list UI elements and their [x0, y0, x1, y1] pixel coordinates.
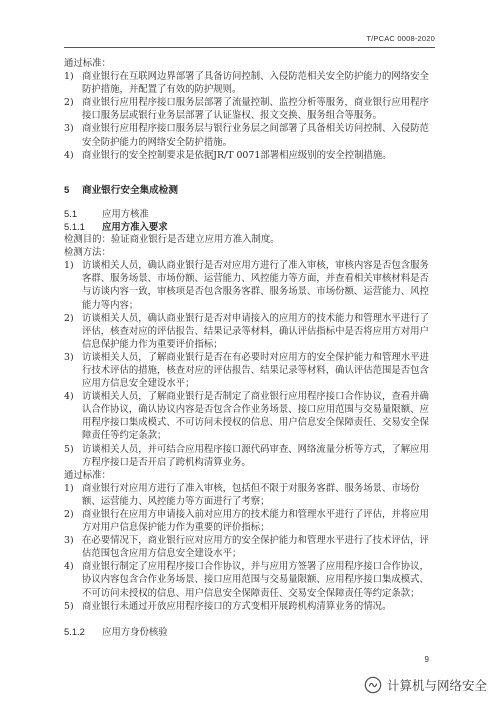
list-item: 2) 访谈相关人员，确认商业银行是否对申请接入的应用方的技术能力和管理水平进行了评估，核查对应的评估报告、结果记录等材料，确认评估指标中是否将应用方对用户信息保护能力作为重要评价指标； [64, 312, 429, 350]
list-item: 3) 在必要情况下，商业银行应对应用方的安全保护能力和管理水平进行了技术评估，评估范围包含应用方信息安全建设水平； [64, 535, 429, 560]
pass-criteria-list-1 [64, 70, 435, 162]
section-heading: 5 商业银行安全集成检测 [64, 184, 178, 196]
list-item: 2) 商业银行在应用方申请接入前对应用方的技术能力和管理水平进行了评估，并将应用方对用户信息保护能力作为重要的评价指标； [64, 509, 429, 534]
subsubsection-heading: 5.1.2 应用方身份核验 [64, 625, 168, 637]
test-method-list [64, 259, 435, 469]
list-item: 3) 商业银行应用程序接口服务层与银行业务层之间部署了具备相关访问控制、入侵防范安全防护能力的网络安全防护措施。 [64, 123, 429, 148]
page-content [64, 57, 435, 638]
list-item: 2) 商业银行应用程序接口服务层部署了流量控制、监控分析等服务，商业银行应用程序接口服务层或银行业务层部署了认证鉴权、报文交换、服务组合等服务。 [64, 97, 429, 122]
test-method-label: 检测方法： [64, 247, 111, 259]
document-id-header: T/PCAC 0008-2020 [366, 34, 435, 43]
list-item: 4) 商业银行的安全控制要求是依据JR/T 0071部署相应级别的安全控制措施。 [64, 149, 392, 161]
list-item: 1) 访谈相关人员，确认商业银行是否对应用方进行了准入审核，审核内容是否包含服务客群、服务场景、市场份额、运营能力、风控能力等方面，并查看相关审核材料是否与访谈内容一致，审核项是否包含服务客群、服务场景、市场份额、运营能力、风控能力等内容； [64, 260, 429, 311]
list-item: 5) 商业银行未通过开放应用程序接口的方式变相开展跨机构清算业务的情况。 [64, 600, 392, 612]
wechat-channel-icon [364, 676, 382, 694]
list-item: 4) 访谈相关人员，了解商业银行是否制定了商业银行应用程序接口合作协议，查看并确认合作协议，确认协议内容是否包含合作业务场景、接口应用范围与交易量限额、应用程序接口集成模式、不可访问未授权的信息、用户信息安全保障责任、交易安全保障责任等约定条款； [64, 391, 429, 442]
watermark-text: 计算机与网络安全 [386, 678, 487, 693]
watermark [364, 676, 487, 694]
pass-criteria-list-2 [64, 482, 435, 613]
test-purpose: 检测目的：验证商业银行是否建立应用方准入制度。 [64, 234, 280, 246]
pass-criteria-label: 通过标准： [64, 469, 111, 481]
list-item: 1) 商业银行在互联网边界部署了具备访问控制、入侵防范相关安全防护能力的网络安全防护措施，并配置了有效的防护规则。 [64, 71, 429, 96]
subsubsection-heading: 5.1.1 应用方准入要求 [64, 220, 168, 232]
list-item: 4) 商业银行制定了应用程序接口合作协议，并与应用方签署了应用程序接口合作协议，协议内容包含合作业务场景、接口应用范围与交易量限额、应用程序接口集成模式、不可访问未授权的信息、用户信息安全保障责任、交易安全保障责任等约定条款； [64, 561, 429, 599]
list-item: 5) 访谈相关人员，并可结合应用程序接口源代码审查、网络流量分析等方式，了解应用方程序接口是否开启了跨机构清算业务。 [64, 443, 429, 468]
header-rule [64, 47, 435, 48]
page-number: 9 [424, 655, 429, 664]
pass-criteria-label: 通过标准： [64, 58, 111, 69]
list-item: 3) 访谈相关人员，了解商业银行是否在有必要时对应用方的安全保护能力和管理水平进行技术评估的措施，核查对应的评估报告、结果记录等材料，确认评估范围是否包含应用方信息安全建设水平； [64, 351, 429, 390]
list-item: 1) 商业银行对应用方进行了准入审核，包括但不限于对服务客群、服务场景、市场份额、运营能力、风控能力等方面进行了考察； [64, 482, 420, 507]
subsection-heading: 5.1 应用方核准 [64, 207, 149, 219]
